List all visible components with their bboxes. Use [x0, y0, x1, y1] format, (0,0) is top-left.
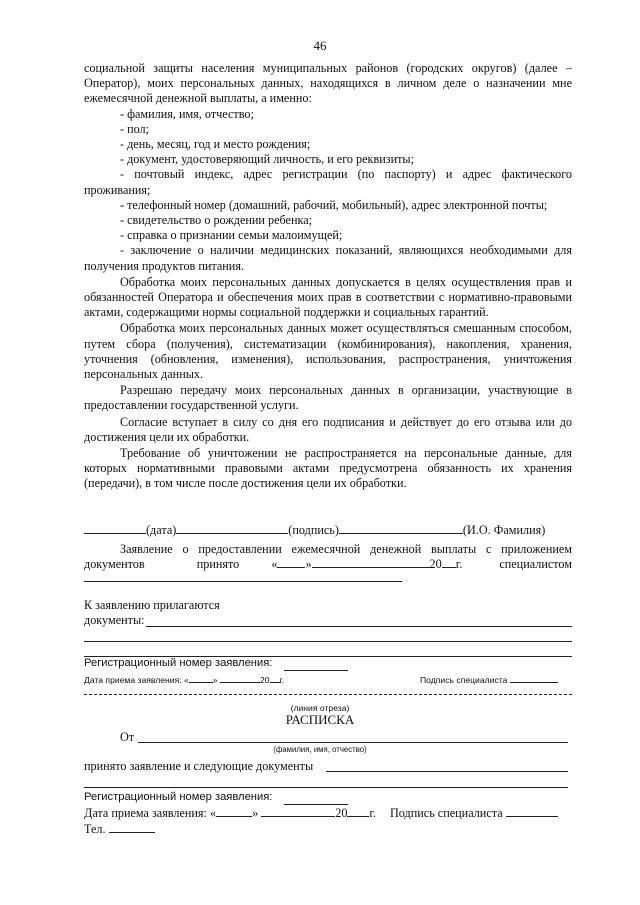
- accepted-docs-line: [84, 787, 568, 788]
- signature-line: [84, 523, 572, 538]
- accept-line-2: [84, 557, 572, 572]
- reg-number-label: Регистрационный номер заявления:: [84, 657, 273, 669]
- paragraph-intro: социальной защиты населения муниципальных районов (городских округов) (далее – Оператор), моих персональных данных, находящихся в личном деле о назначении мне ежемесячной денежной выплаты, а именно:: [84, 61, 572, 106]
- year-blank: [442, 557, 456, 568]
- cut-line: [84, 694, 572, 695]
- year-suffix: г.: [279, 675, 285, 685]
- name-caption: (И.О. Фамилия): [462, 523, 546, 537]
- signature-caption: (подпись): [288, 523, 339, 537]
- receipt-date-row-2: [84, 806, 376, 821]
- paragraph-consent: Согласие вступает в силу со дня его подписания и действует до его отзыва или до достижения цели их обработки.: [84, 414, 572, 444]
- year-blank: [270, 674, 280, 683]
- fio-caption: (фамилия, имя, отчество): [273, 745, 367, 754]
- specialist-signature-row: [420, 674, 558, 685]
- year-blank: [347, 806, 369, 817]
- documents-word: документов: [84, 557, 145, 571]
- reg-number-blank-2: [284, 804, 348, 805]
- year-suffix: г.: [455, 557, 463, 571]
- specialist-signature-blank-2: [506, 806, 558, 817]
- quote-close: »: [252, 806, 259, 820]
- month-blank: [261, 806, 335, 817]
- quote-open: «: [271, 557, 278, 571]
- list-item: - пол;: [120, 121, 150, 136]
- specialist-signature-row-2: [390, 806, 558, 821]
- from-label: От: [120, 730, 135, 744]
- receipt-date-row: [84, 674, 284, 685]
- accepted-word: принято: [196, 557, 240, 571]
- date-caption: (дата): [146, 523, 177, 537]
- tel-blank: [109, 822, 155, 833]
- accepted-docs-label: принято заявление и следующие документы: [84, 759, 314, 773]
- paragraph-destroy: Требование об уничтожении не распространяется на персональные данные, для которых нормативными правовыми актами предусмотрена обязанность их хранения (передачи), в том числе после достижения цели их обработки.: [84, 446, 572, 491]
- list-item-medical: - заключение о наличии медицинских показаний, являющихся необходимыми для получения продуктов питания.: [84, 243, 572, 273]
- list-item: - день, месяц, год и место рождения;: [120, 137, 311, 152]
- year-prefix: 20: [429, 557, 442, 571]
- list-item: - справка о признании семьи малоимущей;: [120, 228, 343, 243]
- list-item-phone: - телефонный номер (домашний, рабочий, мобильный), адрес электронной почты;: [120, 197, 548, 212]
- day-blank: [216, 806, 252, 817]
- list-item-address: - почтовый индекс, адрес регистрации (по паспорту) и адрес фактического проживания;: [84, 167, 572, 197]
- reg-number-label-2: Регистрационный номер заявления:: [84, 791, 273, 803]
- cut-line-caption: (линия отреза): [290, 703, 350, 713]
- month-blank: [312, 557, 430, 568]
- list-item: - фамилия, имя, отчество;: [120, 106, 254, 121]
- attached-line: [84, 641, 572, 642]
- year-prefix: 20: [335, 806, 348, 820]
- signature-blank: [176, 523, 288, 534]
- tel-row: [84, 822, 155, 837]
- specialist-signature-label-2: Подпись специалиста: [390, 806, 503, 820]
- accept-line-1: Заявление о предоставлении ежемесячной денежной выплаты с приложением: [120, 542, 572, 556]
- receipt-date-label-2: Дата приема заявления: «: [84, 806, 217, 820]
- name-blank: [339, 523, 463, 534]
- page-number: 46: [313, 38, 327, 53]
- receipt-date-label: Дата приема заявления: «: [84, 675, 189, 685]
- day-blank: [277, 557, 305, 568]
- list-item: - свидетельство о рождении ребенка;: [120, 213, 312, 228]
- specialist-signature-blank: [510, 674, 558, 683]
- from-line: [138, 742, 568, 743]
- quote-close: »: [305, 557, 312, 571]
- specialist-name-line: [84, 581, 402, 582]
- month-blank: [220, 674, 260, 683]
- attached-line: [146, 626, 572, 627]
- quote-close: »: [212, 675, 218, 685]
- year-prefix: 20: [259, 675, 270, 685]
- attached-documents-label: документы:: [84, 613, 145, 627]
- attached-heading: К заявлению прилагаются: [84, 598, 220, 612]
- tel-label: Тел.: [84, 822, 106, 836]
- year-suffix: г.: [369, 806, 377, 820]
- accepted-docs-line: [326, 771, 568, 772]
- paragraph-processing: Обработка моих персональных данных допускается в целях осуществления прав и обязанностей Оператора и обеспечения моих прав в соответствии с нормативно-правовыми актами, содержащими нормы социальной поддержки и социальных гарантий.: [84, 274, 572, 320]
- reg-number-blank: [284, 670, 348, 671]
- date-blank: [84, 523, 146, 534]
- paragraph-methods: Обработка моих персональных данных может осуществляться смешанным способом, путем сбора (получения), систематизации (комбинирования), накопления, хранения, уточнения (обновления, изменения), использования, распространения, уничтожения персональных данных.: [84, 321, 572, 382]
- consent-text: [84, 61, 572, 492]
- receipt-title: РАСПИСКА: [285, 712, 355, 727]
- specialist-signature-label: Подпись специалиста: [420, 675, 508, 685]
- specialist-word: специалистом: [499, 557, 572, 571]
- day-blank: [189, 674, 213, 683]
- paragraph-transfer: Разрешаю передачу моих персональных данных в организации, участвующие в предоставлении государственной услуги.: [84, 383, 572, 413]
- list-item: - документ, удостоверяющий личность, и его реквизиты;: [120, 152, 414, 167]
